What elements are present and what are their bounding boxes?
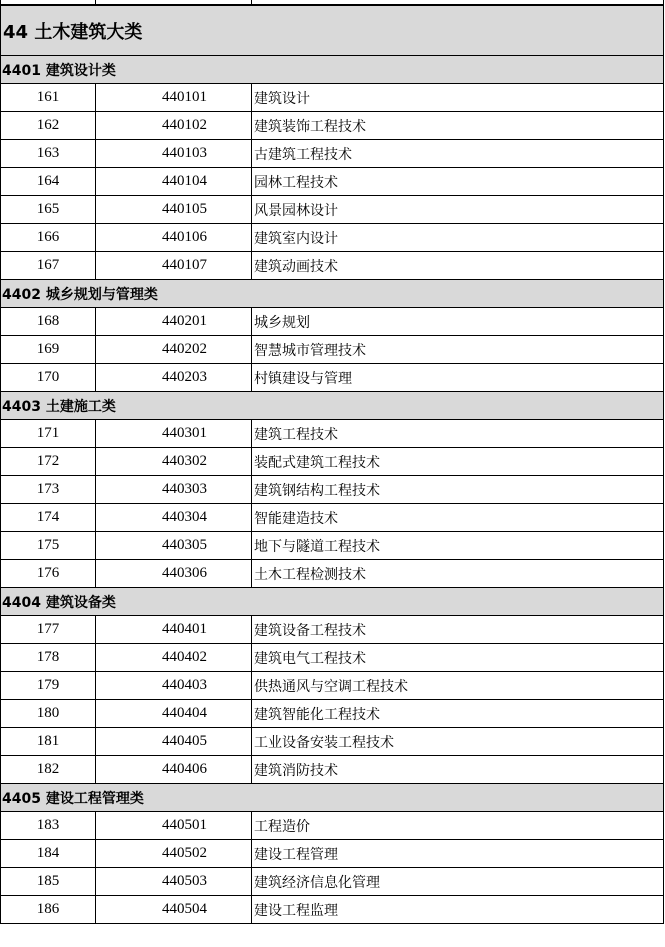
category-row — [1, 56, 664, 84]
program-name-cell: 建筑室内设计 — [252, 224, 664, 252]
serial-number-cell: 162 — [1, 112, 96, 140]
program-table-body — [1, 0, 664, 924]
program-code-cell: 440304 — [96, 504, 252, 532]
program-code-cell: 440104 — [96, 168, 252, 196]
table-row — [1, 476, 664, 504]
program-name-cell: 建筑消防技术 — [252, 756, 664, 784]
serial-number-cell: 180 — [1, 700, 96, 728]
program-code-cell: 440306 — [96, 560, 252, 588]
serial-number-cell: 161 — [1, 84, 96, 112]
program-code-cell: 440201 — [96, 308, 252, 336]
category-row — [1, 588, 664, 616]
program-name-cell: 建筑经济信息化管理 — [252, 868, 664, 896]
program-code-cell: 440107 — [96, 252, 252, 280]
table-row — [1, 896, 664, 924]
program-name-cell: 村镇建设与管理 — [252, 364, 664, 392]
table-row — [1, 728, 664, 756]
serial-number-cell: 184 — [1, 840, 96, 868]
table-row — [1, 756, 664, 784]
category-title: 4405 建设工程管理类 — [1, 784, 664, 812]
table-row — [1, 84, 664, 112]
serial-number-cell: 174 — [1, 504, 96, 532]
program-name-cell: 土木工程检测技术 — [252, 560, 664, 588]
table-row — [1, 644, 664, 672]
program-code-cell: 440102 — [96, 112, 252, 140]
program-name-cell: 园林工程技术 — [252, 168, 664, 196]
serial-number-cell: 181 — [1, 728, 96, 756]
serial-number-cell: 170 — [1, 364, 96, 392]
program-code-cell: 440401 — [96, 616, 252, 644]
program-code-cell: 440103 — [96, 140, 252, 168]
program-name-cell: 工业设备安装工程技术 — [252, 728, 664, 756]
serial-number-cell: 182 — [1, 756, 96, 784]
program-name-cell: 建筑设备工程技术 — [252, 616, 664, 644]
serial-number-cell: 171 — [1, 420, 96, 448]
table-row — [1, 336, 664, 364]
program-code-cell: 440101 — [96, 84, 252, 112]
program-name-cell: 建筑工程技术 — [252, 420, 664, 448]
program-name-cell: 智慧城市管理技术 — [252, 336, 664, 364]
category-title: 4401 建筑设计类 — [1, 56, 664, 84]
program-name-cell: 建筑动画技术 — [252, 252, 664, 280]
table-row — [1, 112, 664, 140]
category-title: 4403 土建施工类 — [1, 392, 664, 420]
program-name-cell: 建筑智能化工程技术 — [252, 700, 664, 728]
table-row — [1, 616, 664, 644]
program-code-cell: 440202 — [96, 336, 252, 364]
serial-number-cell: 172 — [1, 448, 96, 476]
table-row — [1, 560, 664, 588]
program-code-cell: 440301 — [96, 420, 252, 448]
table-row — [1, 168, 664, 196]
program-name-cell: 建设工程管理 — [252, 840, 664, 868]
program-code-cell: 440406 — [96, 756, 252, 784]
table-row — [1, 532, 664, 560]
table-row — [1, 812, 664, 840]
program-name-cell: 工程造价 — [252, 812, 664, 840]
table-row — [1, 868, 664, 896]
table-row — [1, 700, 664, 728]
serial-number-cell: 179 — [1, 672, 96, 700]
program-code-cell: 440405 — [96, 728, 252, 756]
serial-number-cell: 175 — [1, 532, 96, 560]
program-name-cell: 建筑装饰工程技术 — [252, 112, 664, 140]
serial-number-cell: 177 — [1, 616, 96, 644]
program-code-cell: 440402 — [96, 644, 252, 672]
category-row — [1, 280, 664, 308]
program-name-cell: 建筑钢结构工程技术 — [252, 476, 664, 504]
program-code-cell: 440502 — [96, 840, 252, 868]
table-row — [1, 224, 664, 252]
serial-number-cell: 186 — [1, 896, 96, 924]
table-row — [1, 364, 664, 392]
category-title: 4402 城乡规划与管理类 — [1, 280, 664, 308]
program-code-cell: 440504 — [96, 896, 252, 924]
table-row — [1, 140, 664, 168]
program-code-cell: 440404 — [96, 700, 252, 728]
program-code-cell: 440501 — [96, 812, 252, 840]
program-code-cell: 440305 — [96, 532, 252, 560]
table-row — [1, 448, 664, 476]
table-row — [1, 840, 664, 868]
program-code-cell: 440403 — [96, 672, 252, 700]
major-category-title: 44 土木建筑大类 — [1, 5, 664, 56]
program-code-cell: 440303 — [96, 476, 252, 504]
serial-number-cell: 183 — [1, 812, 96, 840]
serial-number-cell: 164 — [1, 168, 96, 196]
serial-number-cell: 166 — [1, 224, 96, 252]
program-code-cell: 440203 — [96, 364, 252, 392]
program-name-cell: 建筑电气工程技术 — [252, 644, 664, 672]
program-code-cell: 440105 — [96, 196, 252, 224]
program-code-cell: 440106 — [96, 224, 252, 252]
program-name-cell: 装配式建筑工程技术 — [252, 448, 664, 476]
serial-number-cell: 176 — [1, 560, 96, 588]
category-row — [1, 392, 664, 420]
serial-number-cell: 178 — [1, 644, 96, 672]
serial-number-cell: 168 — [1, 308, 96, 336]
program-name-cell: 风景园林设计 — [252, 196, 664, 224]
program-name-cell: 建设工程监理 — [252, 896, 664, 924]
program-name-cell: 城乡规划 — [252, 308, 664, 336]
table-row — [1, 420, 664, 448]
program-name-cell: 智能建造技术 — [252, 504, 664, 532]
program-code-cell: 440302 — [96, 448, 252, 476]
serial-number-cell: 165 — [1, 196, 96, 224]
table-row — [1, 252, 664, 280]
category-row — [1, 784, 664, 812]
table-row — [1, 196, 664, 224]
program-name-cell: 供热通风与空调工程技术 — [252, 672, 664, 700]
category-title: 4404 建筑设备类 — [1, 588, 664, 616]
serial-number-cell: 169 — [1, 336, 96, 364]
major-category-row — [1, 5, 664, 56]
program-name-cell: 古建筑工程技术 — [252, 140, 664, 168]
table-row — [1, 672, 664, 700]
serial-number-cell: 173 — [1, 476, 96, 504]
program-code-cell: 440503 — [96, 868, 252, 896]
program-name-cell: 建筑设计 — [252, 84, 664, 112]
serial-number-cell: 163 — [1, 140, 96, 168]
program-name-cell: 地下与隧道工程技术 — [252, 532, 664, 560]
table-row — [1, 308, 664, 336]
table-row — [1, 504, 664, 532]
serial-number-cell: 167 — [1, 252, 96, 280]
serial-number-cell: 185 — [1, 868, 96, 896]
